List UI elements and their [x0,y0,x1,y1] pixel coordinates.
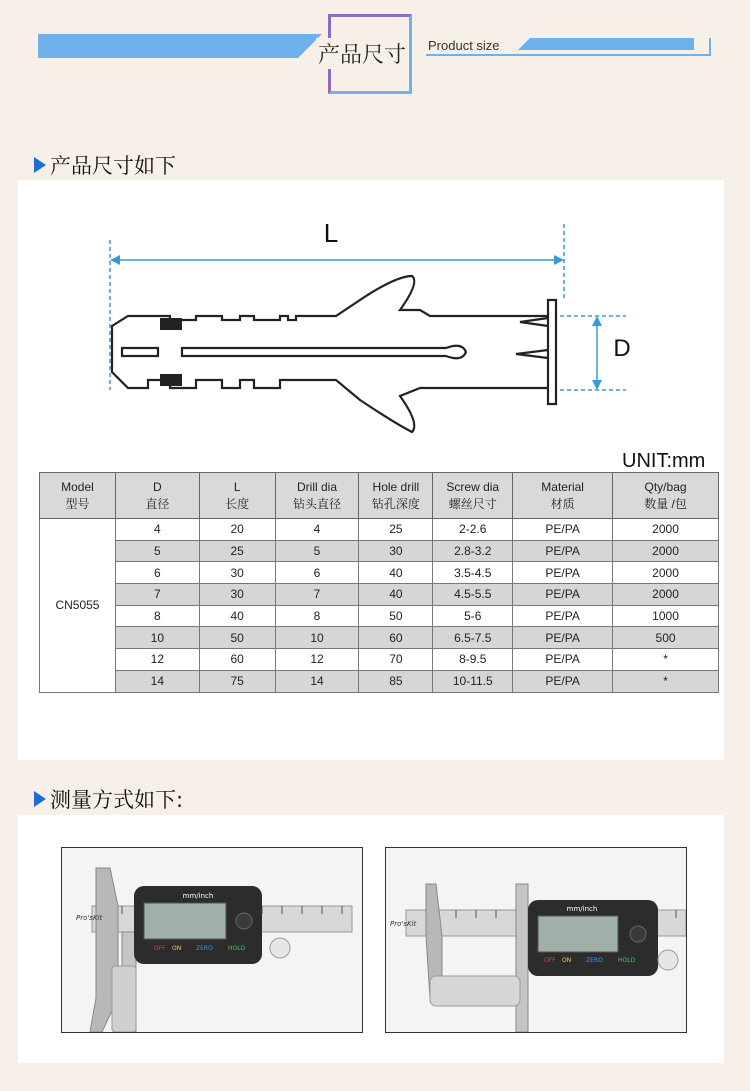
zero-button-label: ZERO [196,945,213,952]
table-cell: 60 [199,649,275,671]
table-cell: 2000 [613,540,719,562]
table-row [40,627,719,649]
table-cell: PE/PA [513,605,613,627]
table-cell: PE/PA [513,627,613,649]
arrow-left-icon [110,255,120,265]
table-cell: 85 [359,670,433,692]
table-cell: PE/PA [513,584,613,606]
table-cell: 30 [199,562,275,584]
table-cell: PE/PA [513,562,613,584]
off-button-label: OFF [544,957,556,964]
ruler-brand-label: Pro'sKit [76,914,103,922]
table-cell: PE/PA [513,519,613,541]
unit-label: UNIT:mm [622,450,706,472]
table-cell: 5 [115,540,199,562]
table-row [40,540,719,562]
table-cell: PE/PA [513,670,613,692]
col-screw-dia: Screw dia 螺丝尺寸 [433,473,513,519]
table-cell: 8 [275,605,359,627]
table-cell: PE/PA [513,540,613,562]
spec-table [39,472,719,693]
caliper-brand-label: mm/inch [566,905,598,913]
table-row [40,649,719,671]
table-cell: 50 [199,627,275,649]
caliper-illustration [62,848,362,1032]
table-cell: 6 [115,562,199,584]
table-cell: 25 [359,519,433,541]
table-cell: 6.5-7.5 [433,627,513,649]
table-cell: 50 [359,605,433,627]
col-l: L 长度 [199,473,275,519]
table-cell: 4 [115,519,199,541]
table-cell: 1000 [613,605,719,627]
caliper-photo-1 [61,847,363,1033]
hold-button-label: HOLD [618,957,636,964]
table-cell: 2000 [613,584,719,606]
table-cell: 4 [275,519,359,541]
table-cell: 10 [275,627,359,649]
table-row [40,605,719,627]
table-cell: 8 [115,605,199,627]
section-heading-measure-text: 测量方式如下: [50,788,184,812]
col-drill-dia: Drill dia 钻头直径 [275,473,359,519]
table-cell: 4.5-5.5 [433,584,513,606]
table-header-row [40,473,719,519]
arrow-up-icon [592,316,602,326]
off-button-label: OFF [154,945,166,952]
table-cell: 7 [275,584,359,606]
table-cell: 75 [199,670,275,692]
col-material: Material 材质 [513,473,613,519]
col-hole-drill: Hole drill 钻孔深度 [359,473,433,519]
table-cell: 14 [115,670,199,692]
table-cell: 20 [199,519,275,541]
table-cell: 6 [275,562,359,584]
zero-button-label: ZERO [586,957,603,964]
table-cell: 8-9.5 [433,649,513,671]
arrow-right-icon [554,255,564,265]
table-row [40,519,719,541]
diameter-label: D [613,335,631,362]
table-cell: 2000 [613,562,719,584]
col-d: D 直径 [115,473,199,519]
table-cell: 12 [115,649,199,671]
table-cell: 30 [199,584,275,606]
table-cell: 12 [275,649,359,671]
table-cell: 2-2.6 [433,519,513,541]
table-cell: 2.8-3.2 [433,540,513,562]
model-cell: CN5055 [40,519,116,693]
length-label: L [323,218,339,248]
table-cell: * [613,670,719,692]
caliper-illustration [386,848,686,1032]
anchor-notch [160,374,182,386]
arrow-right-icon [34,791,46,807]
table-row [40,562,719,584]
table-cell: 3.5-4.5 [433,562,513,584]
page-subtitle: Product size [428,38,500,53]
table-cell: 500 [613,627,719,649]
ruler-brand-label: Pro'sKit [390,920,417,928]
arrow-down-icon [592,380,602,390]
table-cell: 30 [359,540,433,562]
caliper-photo-2 [385,847,687,1033]
section-heading-measure [34,784,183,814]
table-cell: 40 [359,562,433,584]
table-cell: 40 [359,584,433,606]
hold-button-label: HOLD [228,945,246,952]
table-row [40,584,719,606]
table-cell: * [613,649,719,671]
col-model: Model 型号 [40,473,116,519]
table-cell: PE/PA [513,649,613,671]
anchor-notch [160,318,182,330]
table-cell: 7 [115,584,199,606]
on-button-label: ON [172,945,182,952]
table-cell: 5 [275,540,359,562]
table-cell: 40 [199,605,275,627]
table-cell: 70 [359,649,433,671]
table-cell: 5-6 [433,605,513,627]
anchor-outline [112,276,556,432]
anchor-diagram [0,0,750,470]
on-button-label: ON [562,957,572,964]
table-row [40,670,719,692]
page-title: 产品尺寸 [316,38,408,69]
col-qty: Qty/bag 数量 /包 [613,473,719,519]
table-cell: 2000 [613,519,719,541]
table-cell: 10 [115,627,199,649]
table-cell: 14 [275,670,359,692]
section-heading-size-text: 产品尺寸如下 [50,154,176,178]
table-cell: 25 [199,540,275,562]
caliper-brand-label: mm/inch [182,892,214,900]
table-cell: 10-11.5 [433,670,513,692]
table-cell: 60 [359,627,433,649]
